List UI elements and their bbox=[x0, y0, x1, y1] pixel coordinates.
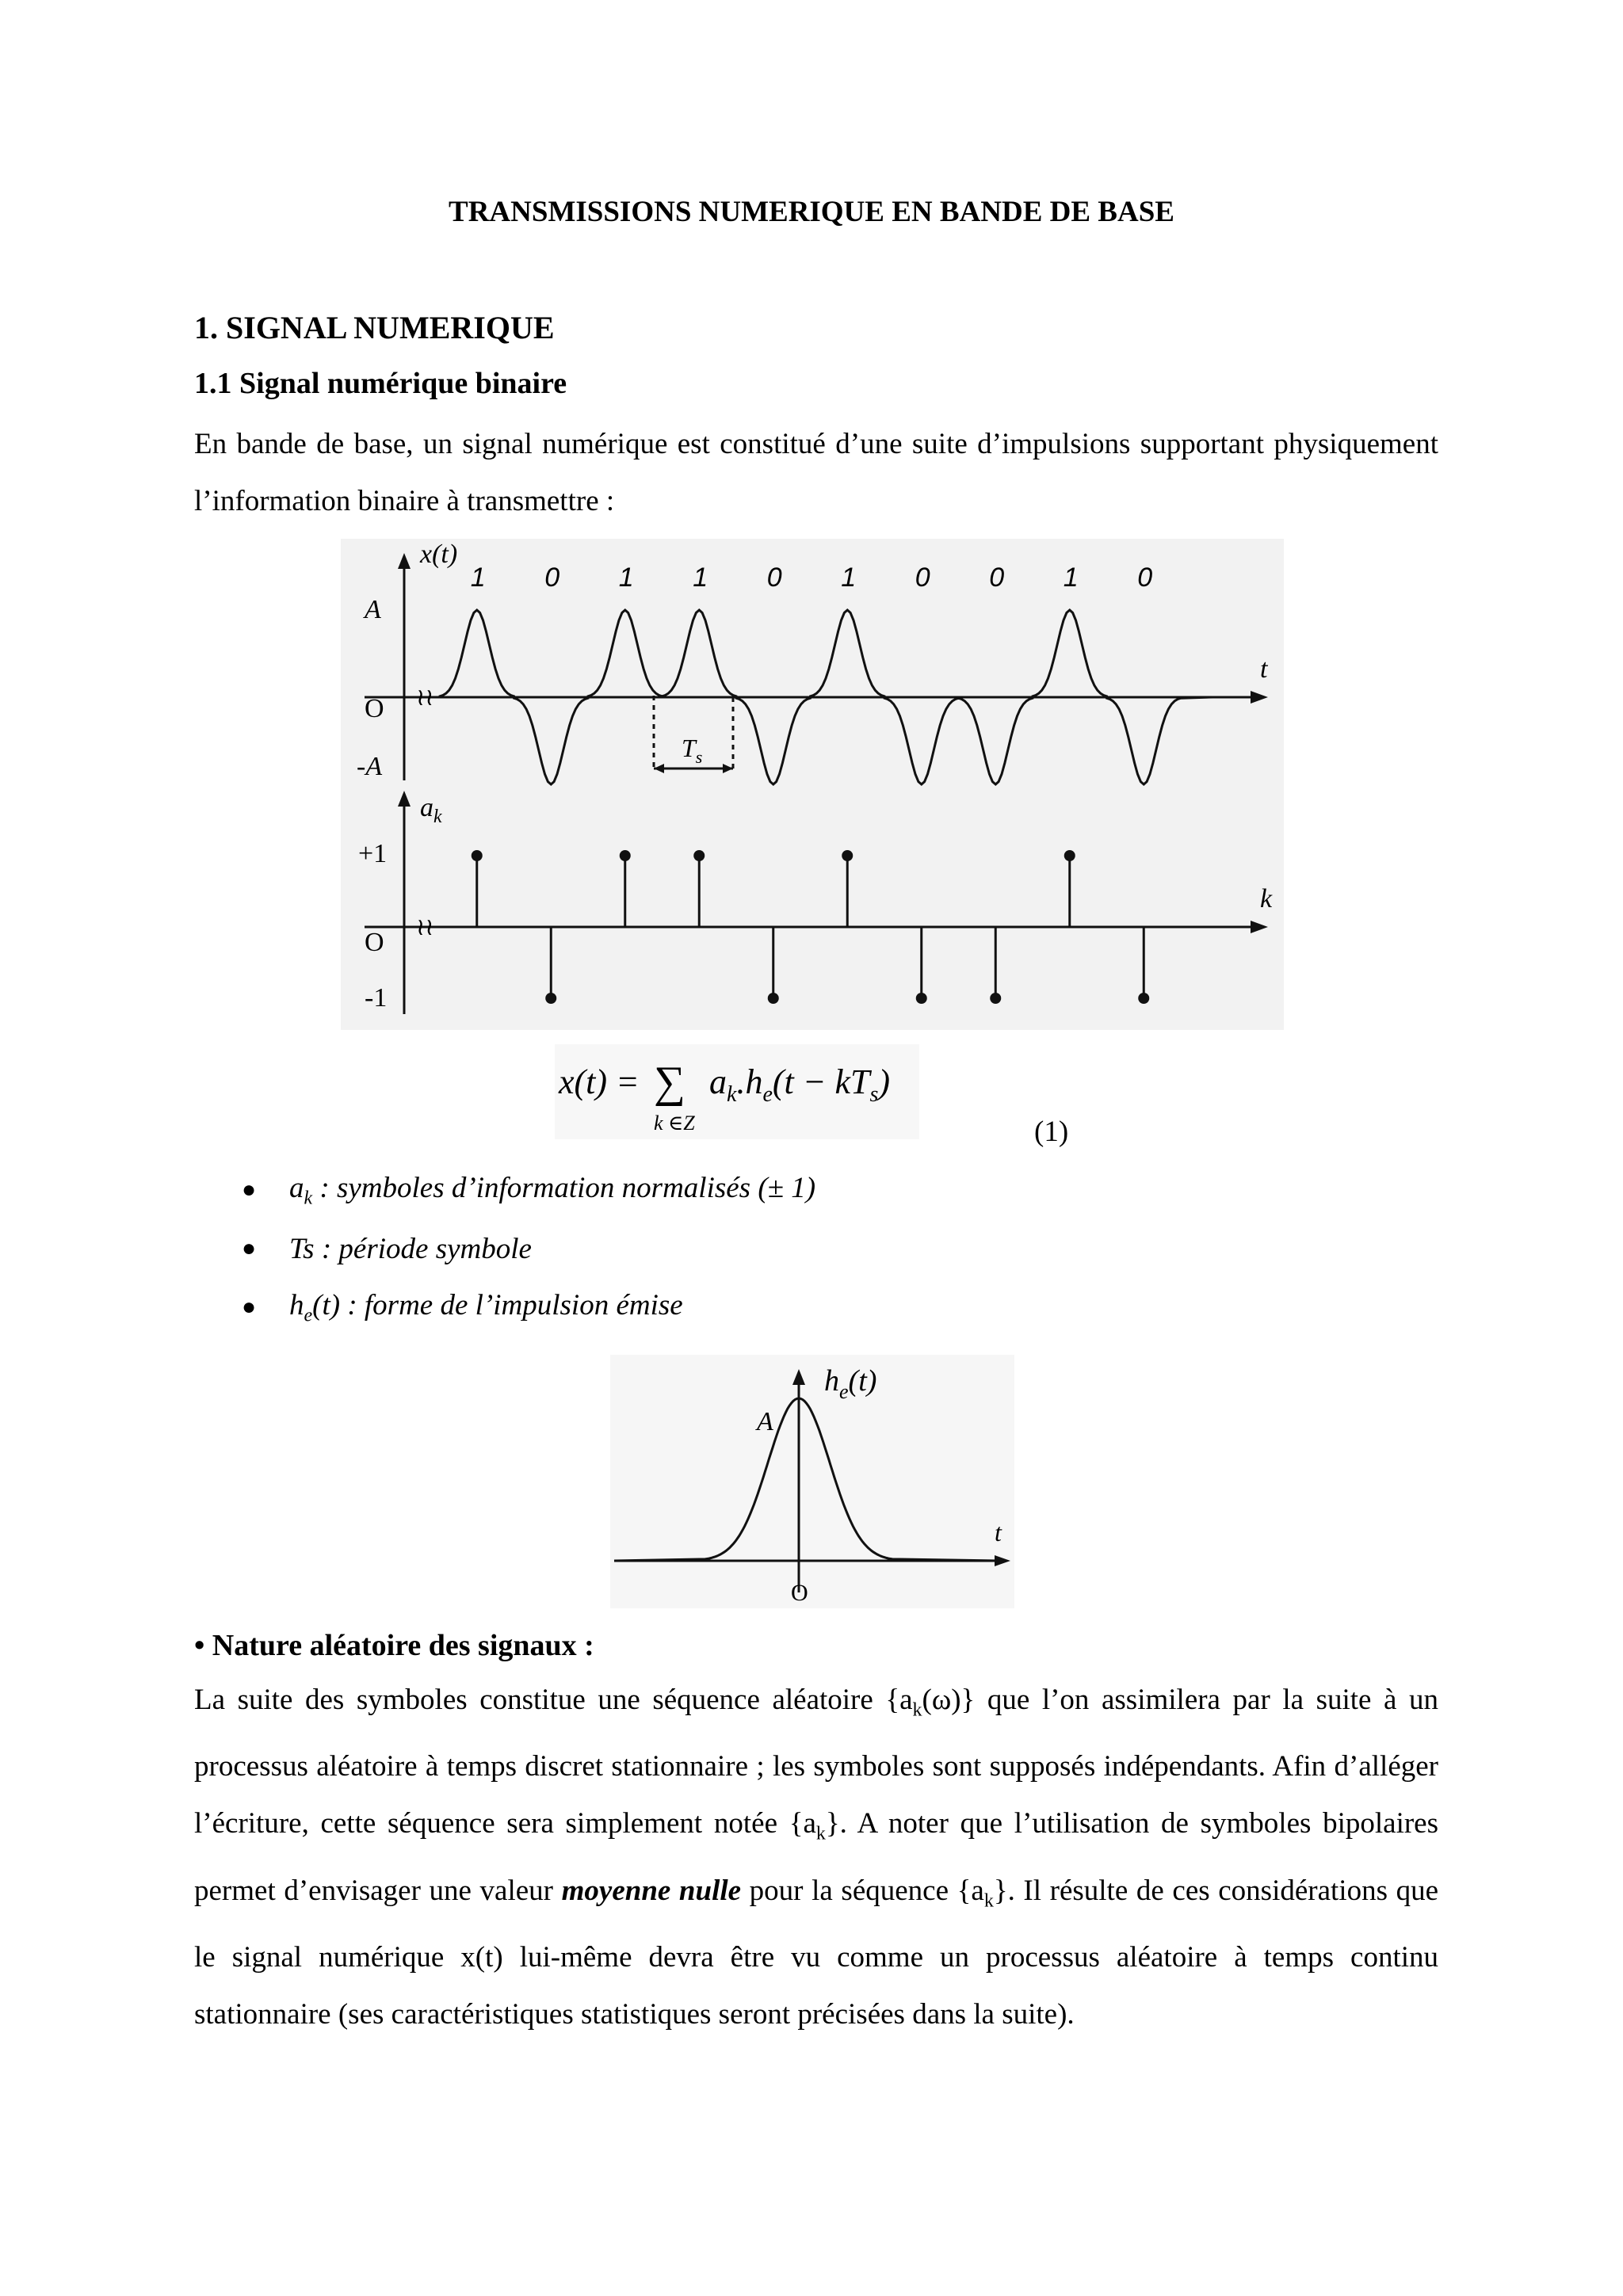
sum-symbol: ∑ bbox=[654, 1058, 685, 1107]
equation-term: $a_k.h_e(t - kT_s)$ bbox=[709, 1062, 891, 1107]
bullet-icon: ● bbox=[242, 1177, 257, 1203]
ak-axis-arrow-icon bbox=[398, 791, 411, 807]
ak-stem-dot bbox=[472, 850, 483, 861]
k-axis-arrow-icon bbox=[1251, 921, 1268, 933]
section-heading: 1. SIGNAL NUMERIQUE bbox=[194, 310, 555, 345]
nature-heading: • Nature aléatoire des signaux : bbox=[194, 1629, 594, 1662]
ak-label: $a_k$ bbox=[420, 793, 442, 827]
break-mark-top: ≀≀ bbox=[416, 685, 434, 711]
bit-label: 1 bbox=[618, 563, 634, 593]
ak-stem-dot bbox=[620, 850, 631, 861]
plus-one-label: +1 bbox=[358, 839, 388, 868]
bit-labels bbox=[471, 563, 1153, 593]
ak-stem-dot bbox=[545, 993, 556, 1004]
pulse-origin-label: O bbox=[791, 1580, 808, 1606]
t-axis-arrow-icon bbox=[1251, 691, 1268, 704]
break-mark-bottom: ≀≀ bbox=[416, 914, 434, 940]
page-title: TRANSMISSIONS NUMERIQUE EN BANDE DE BASE bbox=[449, 196, 1174, 228]
bit-label: 0 bbox=[1137, 563, 1153, 593]
origin-label-bottom: O bbox=[365, 928, 384, 957]
intro-paragraph: En bande de base, un signal numérique est constitué d’une suite d’impulsions supportant physiquement l’information binaire à transmettre : bbox=[194, 428, 1438, 517]
equation-number: (1) bbox=[1034, 1116, 1069, 1148]
origin-label-top: O bbox=[365, 694, 384, 723]
pulse-t-label: t bbox=[995, 1518, 1002, 1547]
amp-a-label: A bbox=[365, 595, 381, 624]
ak-stem-dot bbox=[693, 850, 705, 861]
list-item: ● $a_k$ : symboles d’information normalisés (± 1) bbox=[242, 1171, 816, 1209]
ak-stem-dot bbox=[916, 993, 927, 1004]
bit-label: 1 bbox=[1063, 563, 1079, 593]
equation-lhs: x(t) = bbox=[559, 1062, 640, 1101]
bit-label: 0 bbox=[915, 563, 930, 593]
minus-one-label: -1 bbox=[365, 983, 388, 1013]
bit-label: 1 bbox=[841, 563, 857, 593]
list-item: ● $h_e(t)$ : forme de l’impulsion émise bbox=[242, 1288, 683, 1326]
ak-stem-dot bbox=[768, 993, 779, 1004]
nature-paragraph: La suite des symboles constitue une séquence aléatoire $\{a_k(\omega)\}$ que l’on assimilera par la suite à un processus aléatoire à temps discret stationnaire ; les symboles sont supposés indépendants. Afin d’alléger l’écriture, cette séquence sera simplement notée $\{a_k\}$. A noter que l’utilisation de symboles bipolaires permet d’envisager une valeur moyenne nulle pour la séquence $\{a_k\}$. Il résulte de ces considérations que le signal numérique x(t) lui-même devra être vu comme un processus aléatoire à temps continu stationnaire (ses caractéristiques statistiques seront précisées dans la suite). bbox=[194, 1684, 1439, 2031]
ak-stem-dot bbox=[842, 850, 853, 861]
pulse-amp-label: A bbox=[757, 1407, 773, 1436]
pulse-axis-arrow-icon bbox=[792, 1369, 805, 1385]
ak-stem-dot bbox=[1064, 850, 1075, 861]
t-axis-label: t bbox=[1260, 654, 1268, 684]
bullet-icon: ● bbox=[242, 1235, 257, 1261]
xt-axis-arrow-icon bbox=[398, 553, 411, 569]
bit-label: 1 bbox=[693, 563, 708, 593]
k-axis-label: k bbox=[1260, 884, 1273, 913]
ak-stem-dot bbox=[990, 993, 1001, 1004]
equation-block bbox=[555, 1044, 919, 1139]
pulse-figure bbox=[610, 1355, 1014, 1608]
bit-label: 1 bbox=[470, 563, 486, 593]
ak-plot bbox=[365, 800, 1256, 1014]
list-item: ● Ts : période symbole bbox=[242, 1232, 532, 1265]
ts-label: $T_s$ bbox=[682, 734, 703, 767]
pulse-label: $h_e(t)$ bbox=[824, 1364, 877, 1403]
bit-label: 0 bbox=[989, 563, 1005, 593]
signal-diagram bbox=[341, 539, 1284, 1030]
ts-arrowhead-right-icon bbox=[723, 764, 733, 773]
subsection-heading: 1.1 Signal numérique binaire bbox=[194, 367, 567, 400]
xt-label: x(t) bbox=[420, 540, 458, 569]
xt-plot bbox=[365, 563, 1256, 784]
ak-stem-dot bbox=[1138, 993, 1149, 1004]
amp-minus-a-label: -A bbox=[357, 752, 383, 781]
definitions-list bbox=[242, 1161, 815, 1337]
pulse-diagram bbox=[610, 1355, 1014, 1608]
bullet-icon: ● bbox=[242, 1294, 257, 1320]
ts-arrowhead-left-icon bbox=[654, 764, 664, 773]
pulse-curve bbox=[614, 1398, 999, 1561]
bit-label: 0 bbox=[544, 563, 560, 593]
bit-label: 0 bbox=[766, 563, 782, 593]
sum-index: k ∈Z bbox=[654, 1112, 695, 1135]
signal-figure bbox=[341, 539, 1284, 1030]
